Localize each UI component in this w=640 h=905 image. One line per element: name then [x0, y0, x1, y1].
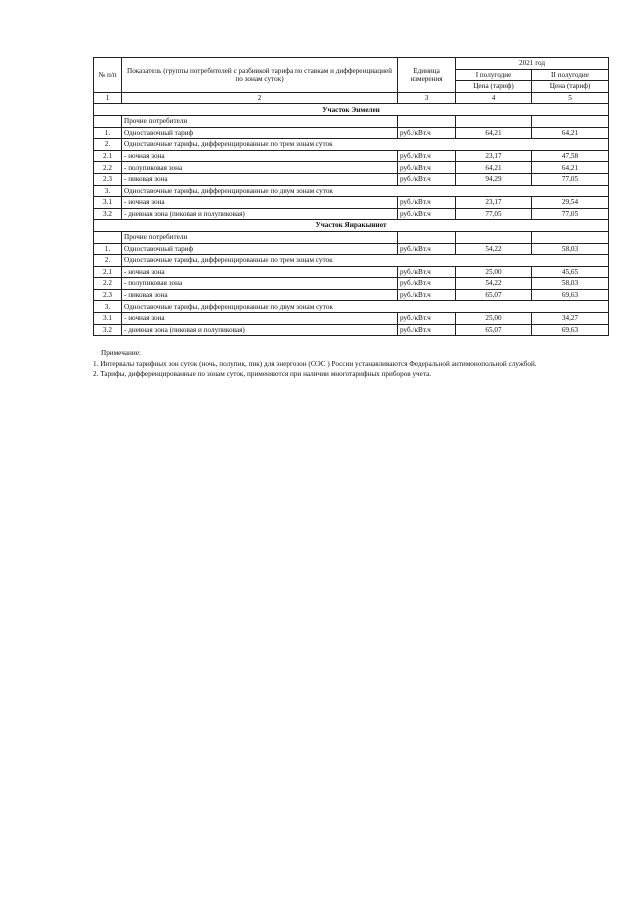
row-label: - ночная зона	[122, 197, 398, 209]
row-unit: руб./кВт.ч	[398, 208, 456, 220]
notes	[93, 348, 608, 379]
column-number-3: 3	[398, 92, 456, 104]
row-number: 2.1	[94, 266, 122, 278]
row-label: - ночная зона	[122, 266, 398, 278]
row-value-h1: 23,17	[456, 197, 532, 209]
row-number: 3.	[94, 301, 122, 313]
row-value-h1: 77,05	[456, 208, 532, 220]
tariff-table	[93, 57, 609, 336]
row-label: Прочие потребители	[122, 231, 398, 243]
row-value-h1: 54,22	[456, 243, 532, 255]
header-price-2: Цена (тариф)	[532, 81, 609, 93]
row-unit: руб./кВт.ч	[398, 313, 456, 325]
column-number-2: 2	[122, 92, 398, 104]
row-value-h2	[532, 231, 609, 243]
row-number	[94, 231, 122, 243]
row-number: 2.2	[94, 162, 122, 174]
column-number-1: 1	[94, 92, 122, 104]
section-title: Участок Энмелен	[94, 104, 609, 116]
row-value-h1	[456, 115, 532, 127]
row-value-h2: 69,63	[532, 289, 609, 301]
section-title: Участок Янракыннот	[94, 220, 609, 232]
row-label: - дневная зона (пиковая и полупиковая)	[122, 208, 398, 220]
table-row	[94, 289, 609, 301]
row-unit	[398, 115, 456, 127]
row-unit: руб./кВт.ч	[398, 162, 456, 174]
column-number-4: 4	[456, 92, 532, 104]
row-label: - пиковая зона	[122, 289, 398, 301]
header-unit: Единица измерения	[398, 58, 456, 93]
row-label: Одноставочный тариф	[122, 243, 398, 255]
row-value-h1	[456, 231, 532, 243]
header-half-1: I полугодие	[456, 69, 532, 81]
row-value-h2: 58,03	[532, 278, 609, 290]
column-number-5: 5	[532, 92, 609, 104]
row-value-h2: 77,05	[532, 208, 609, 220]
row-group-label: Одноставочные тарифы, дифференцированные по трем зонам суток	[122, 255, 609, 267]
row-unit: руб./кВт.ч	[398, 150, 456, 162]
row-label: - полупиковая зона	[122, 278, 398, 290]
row-value-h2: 58,03	[532, 243, 609, 255]
row-label: Одноставочный тариф	[122, 127, 398, 139]
row-label: Прочие потребители	[122, 115, 398, 127]
header-half-2: II полугодие	[532, 69, 609, 81]
note-item: 2. Тарифы, дифференцированные по зонам суток, применяются при наличии многотарифных приборов учета.	[93, 370, 432, 379]
row-number: 2.2	[94, 278, 122, 290]
table-row	[94, 115, 609, 127]
section-header-row	[94, 220, 609, 232]
row-value-h2	[532, 115, 609, 127]
row-value-h1: 25,00	[456, 313, 532, 325]
row-number: 3.1	[94, 197, 122, 209]
row-value-h2: 47,58	[532, 150, 609, 162]
row-unit: руб./кВт.ч	[398, 278, 456, 290]
row-value-h2: 45,65	[532, 266, 609, 278]
table-row	[94, 231, 609, 243]
row-label: - полупиковая зона	[122, 162, 398, 174]
row-number: 3.	[94, 185, 122, 197]
table-row	[94, 162, 609, 174]
row-label: - пиковая зона	[122, 173, 398, 185]
table-row	[94, 278, 609, 290]
row-number: 1.	[94, 243, 122, 255]
row-number	[94, 115, 122, 127]
row-group-label: Одноставочные тарифы, дифференцированные по двум зонам суток	[122, 301, 609, 313]
row-value-h2: 64,21	[532, 127, 609, 139]
row-number: 2.1	[94, 150, 122, 162]
table-row	[94, 197, 609, 209]
row-number: 2.	[94, 139, 122, 151]
table-row	[94, 185, 609, 197]
row-value-h1: 64,21	[456, 127, 532, 139]
notes-title: Примечание:	[101, 349, 141, 358]
header-num: № п/п	[94, 58, 122, 93]
row-number: 2.3	[94, 173, 122, 185]
row-value-h1: 54,22	[456, 278, 532, 290]
row-value-h1: 25,00	[456, 266, 532, 278]
row-value-h2: 34,27	[532, 313, 609, 325]
row-label: - ночная зона	[122, 313, 398, 325]
table-row	[94, 255, 609, 267]
row-unit: руб./кВт.ч	[398, 173, 456, 185]
header-indicator: Показатель (группы потребителей с разбивкой тарифа по ставкам и дифференциацией по зонам суток)	[122, 58, 398, 93]
section-header-row	[94, 104, 609, 116]
table-body	[94, 104, 609, 336]
row-unit	[398, 231, 456, 243]
table-row	[94, 139, 609, 151]
table-row	[94, 127, 609, 139]
table-row	[94, 243, 609, 255]
row-value-h2: 29,54	[532, 197, 609, 209]
row-value-h2: 64,21	[532, 162, 609, 174]
row-value-h1: 65,07	[456, 289, 532, 301]
table-row	[94, 313, 609, 325]
row-number: 3.2	[94, 324, 122, 336]
table-row	[94, 173, 609, 185]
row-unit: руб./кВт.ч	[398, 324, 456, 336]
header-price-1: Цена (тариф)	[456, 81, 532, 93]
document-page	[93, 57, 608, 380]
table-row	[94, 301, 609, 313]
row-value-h1: 64,21	[456, 162, 532, 174]
row-value-h1: 94,29	[456, 173, 532, 185]
row-value-h1: 23,17	[456, 150, 532, 162]
row-number: 3.1	[94, 313, 122, 325]
table-row	[94, 208, 609, 220]
row-unit: руб./кВт.ч	[398, 127, 456, 139]
table-header	[94, 58, 609, 104]
row-value-h2: 77,05	[532, 173, 609, 185]
row-number: 2.3	[94, 289, 122, 301]
header-year: 2021 год	[456, 58, 609, 70]
row-value-h1: 65,07	[456, 324, 532, 336]
table-row	[94, 150, 609, 162]
row-number: 1.	[94, 127, 122, 139]
row-unit: руб./кВт.ч	[398, 266, 456, 278]
row-group-label: Одноставочные тарифы, дифференцированные по двум зонам суток	[122, 185, 609, 197]
row-label: - ночная зона	[122, 150, 398, 162]
row-number: 3.2	[94, 208, 122, 220]
row-group-label: Одноставочные тарифы, дифференцированные по трем зонам суток	[122, 139, 609, 151]
table-row	[94, 266, 609, 278]
row-value-h2: 69,63	[532, 324, 609, 336]
table-row	[94, 324, 609, 336]
row-label: - дневная зона (пиковая и полупиковая)	[122, 324, 398, 336]
row-unit: руб./кВт.ч	[398, 197, 456, 209]
row-unit: руб./кВт.ч	[398, 243, 456, 255]
row-unit: руб./кВт.ч	[398, 289, 456, 301]
row-number: 2.	[94, 255, 122, 267]
note-item: 1. Интервалы тарифных зон суток (ночь, полупик, пик) для энергозон (ОЭС ) России устанавливаются Федеральной антимонопольной службой.	[93, 359, 537, 368]
